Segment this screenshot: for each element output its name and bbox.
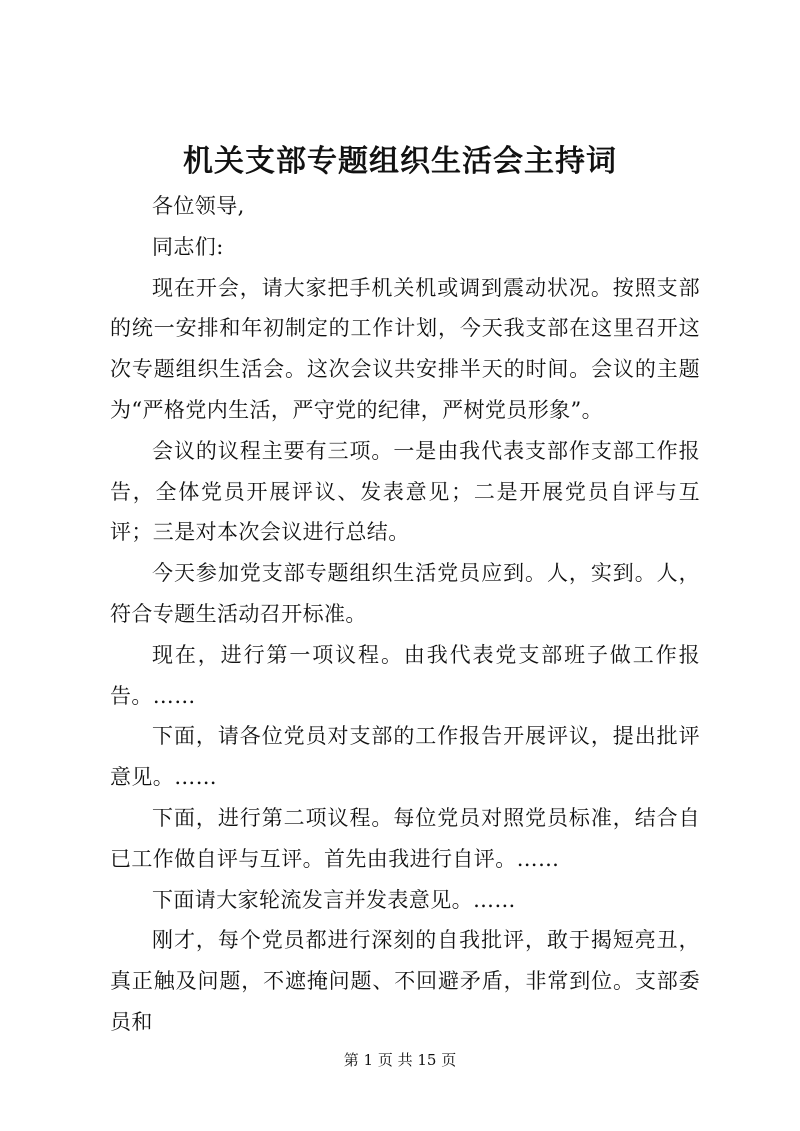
page-footer: 第 1 页 共 15 页 bbox=[343, 1051, 457, 1069]
document-title: 机关支部专题组织生活会主持词 bbox=[183, 144, 617, 179]
paragraph-review: 下面，请各位党员对支部的工作报告开展评议，提出批评意见。…… bbox=[110, 724, 700, 790]
paragraph-agenda: 会议的议程主要有三项。一是由我代表支部作支部工作报告，全体党员开展评议、发表意见；二是开展党员自评与互评；三是对本次会议进行总结。 bbox=[110, 438, 700, 545]
paragraph-attendance: 今天参加党支部专题组织生活党员应到。人，实到。人，符合专题生活动召开标准。 bbox=[110, 561, 700, 626]
paragraph-second-item: 下面，进行第二项议程。每位党员对照党员标准，结合自已工作做自评与互评。首先由我进行自评。…… bbox=[110, 805, 700, 871]
paragraph-greeting-comrades: 同志们: bbox=[152, 234, 224, 259]
paragraph-summary: 刚才，每个党员都进行深刻的自我批评，敢于揭短亮丑，真正触及问题，不遮掩问题、不回避矛盾，非常到位。支部委员和 bbox=[110, 928, 700, 1034]
paragraph-speeches: 下面请大家轮流发言并发表意见。…… bbox=[152, 887, 516, 912]
paragraph-greeting-leaders: 各位领导, bbox=[152, 194, 245, 218]
document-body bbox=[110, 186, 700, 1043]
paragraph-opening: 现在开会，请大家把手机关机或调到震动状况。按照支部的统一安排和年初制定的工作计划，今天我支部在这里召开这次专题组织生活会。这次会议共安排半天的时间。会议的主题为“严格党内生活，严守党的纪律，严树党员形象”。 bbox=[110, 275, 700, 422]
paragraph-first-item: 现在，进行第一项议程。由我代表党支部班子做工作报告。…… bbox=[110, 642, 700, 708]
